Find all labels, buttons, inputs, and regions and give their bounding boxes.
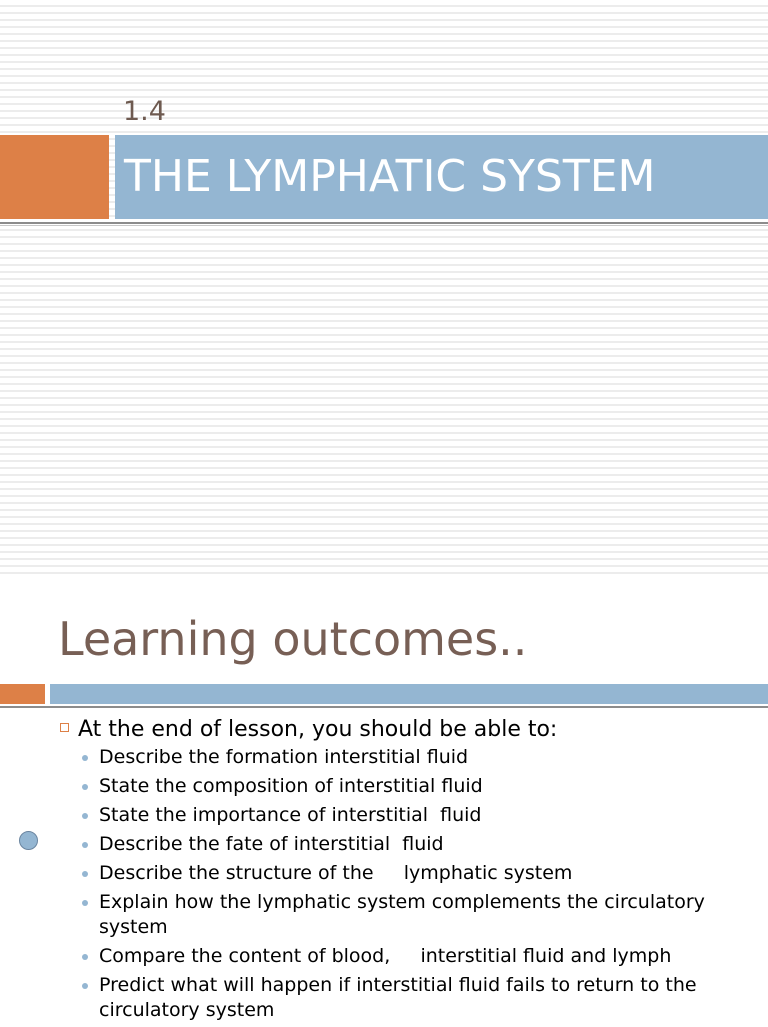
dot-bullet-icon — [82, 755, 88, 761]
title-divider — [0, 222, 768, 224]
title-divider-light — [0, 225, 768, 226]
dot-bullet-icon — [82, 842, 88, 848]
outcome-text: State the composition of interstitial fluid — [99, 775, 483, 797]
list-item — [0, 803, 739, 828]
dot-bullet-icon — [82, 813, 88, 819]
outcome-text: Describe the structure of the lymphatic system — [99, 862, 573, 884]
list-item — [0, 944, 739, 969]
learning-outcomes-heading: Learning outcomes.. — [58, 612, 528, 666]
intro-line — [60, 715, 557, 743]
heading-blue-bar — [50, 684, 768, 704]
slide-title: THE LYMPHATIC SYSTEM — [124, 151, 656, 202]
dot-bullet-icon — [82, 784, 88, 790]
outcomes-list — [0, 745, 739, 1027]
list-item — [0, 973, 739, 1023]
list-item — [0, 890, 739, 940]
list-item — [0, 832, 739, 857]
dot-bullet-icon — [82, 983, 88, 989]
outcome-text: Compare the content of blood, interstitial fluid and lymph — [99, 945, 672, 967]
outcome-text: Predict what will happen if interstitial fluid fails to return to the circulatory system — [99, 974, 703, 1021]
title-orange-accent — [0, 135, 109, 219]
slide-subtitle: 1.4 — [123, 96, 166, 127]
outcome-text: Explain how the lymphatic system complements the circulatory system — [99, 891, 711, 938]
blue-circle-icon — [19, 831, 38, 850]
dot-bullet-icon — [82, 871, 88, 877]
list-item — [0, 861, 739, 886]
outcome-text: State the importance of interstitial fluid — [99, 804, 482, 826]
hollow-square-bullet-icon — [60, 723, 69, 732]
heading-orange-accent — [0, 684, 45, 704]
title-bar — [115, 135, 768, 219]
outcome-text: Describe the formation interstitial fluid — [99, 746, 469, 768]
heading-divider — [0, 706, 768, 708]
dot-bullet-icon — [82, 954, 88, 960]
intro-text: At the end of lesson, you should be able to: — [78, 716, 558, 742]
outcome-text: Describe the fate of interstitial fluid — [99, 833, 444, 855]
list-item — [0, 774, 739, 799]
list-item — [0, 745, 739, 770]
dot-bullet-icon — [82, 900, 88, 906]
